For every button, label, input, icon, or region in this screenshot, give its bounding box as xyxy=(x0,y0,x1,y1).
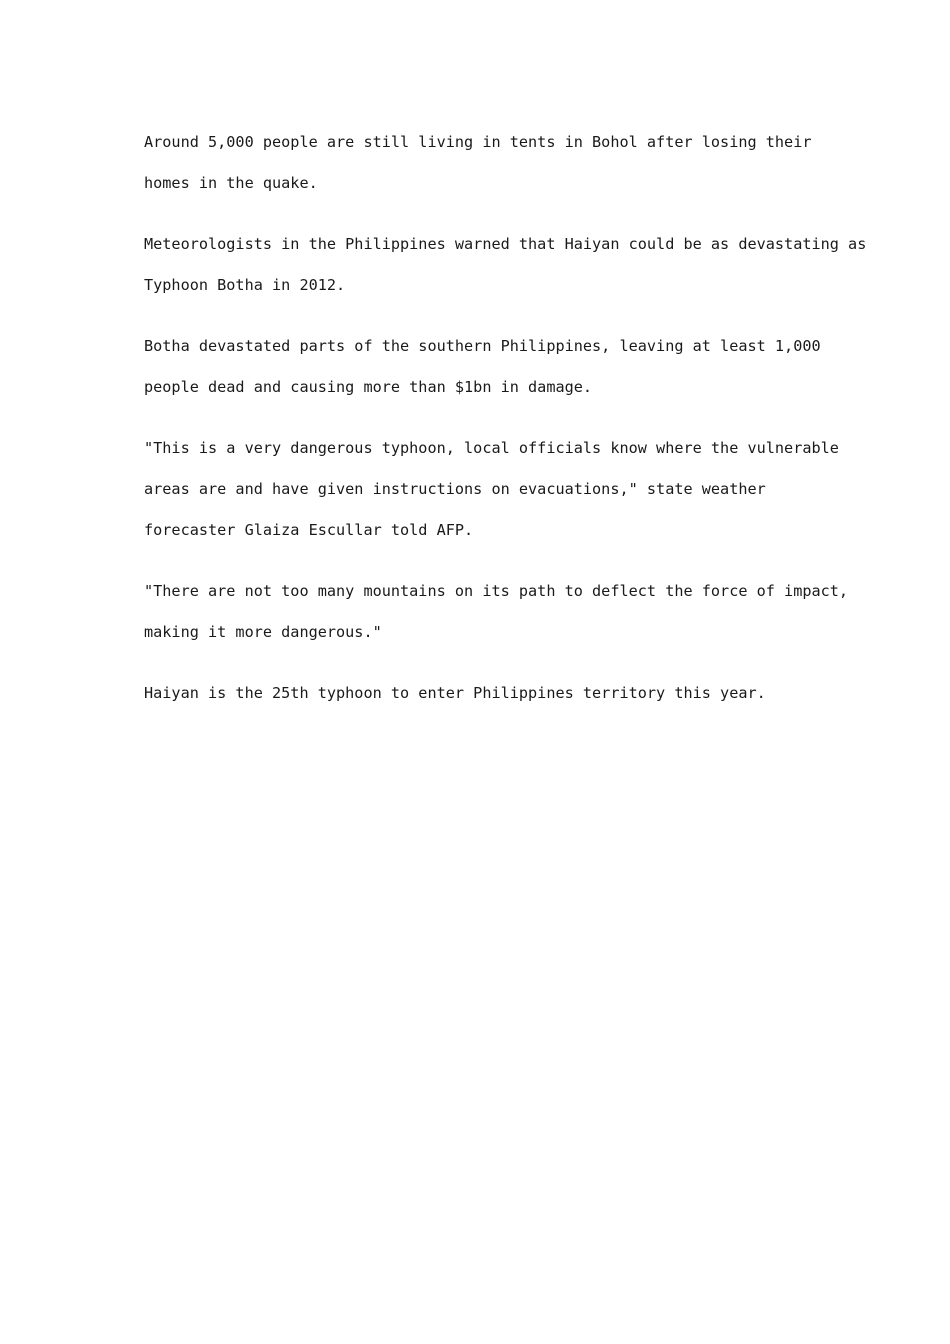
text-line: "There are not too many mountains on its path to deflect the force of impact, xyxy=(144,582,849,600)
paragraph-bohol-tents xyxy=(144,122,824,204)
text-line: Typhoon Botha in 2012. xyxy=(144,276,346,294)
text-line: homes in the quake. xyxy=(144,174,318,192)
text-line: Haiyan is the 25th typhoon to enter Philippines territory this year. xyxy=(144,684,766,702)
paragraph-meteorologists xyxy=(144,224,867,306)
paragraph-quote-mountains xyxy=(144,571,849,653)
text-line: people dead and causing more than $1bn in damage. xyxy=(144,378,593,396)
paragraph-quote-dangerous xyxy=(144,428,839,551)
article-body xyxy=(144,122,867,734)
text-line: areas are and have given instructions on evacuations," state weather xyxy=(144,480,766,498)
text-line: forecaster Glaiza Escullar told AFP. xyxy=(144,521,474,539)
text-line: "This is a very dangerous typhoon, local officials know where the vulnerable xyxy=(144,439,839,457)
paragraph-haiyan-25th xyxy=(144,673,824,714)
text-line: Meteorologists in the Philippines warned that Haiyan could be as devastating as xyxy=(144,235,867,253)
paragraph-botha xyxy=(144,326,824,408)
text-line: making it more dangerous." xyxy=(144,623,382,641)
text-line: Botha devastated parts of the southern Philippines, leaving at least 1,000 xyxy=(144,337,821,355)
text-line: Around 5,000 people are still living in tents in Bohol after losing their xyxy=(144,133,812,151)
